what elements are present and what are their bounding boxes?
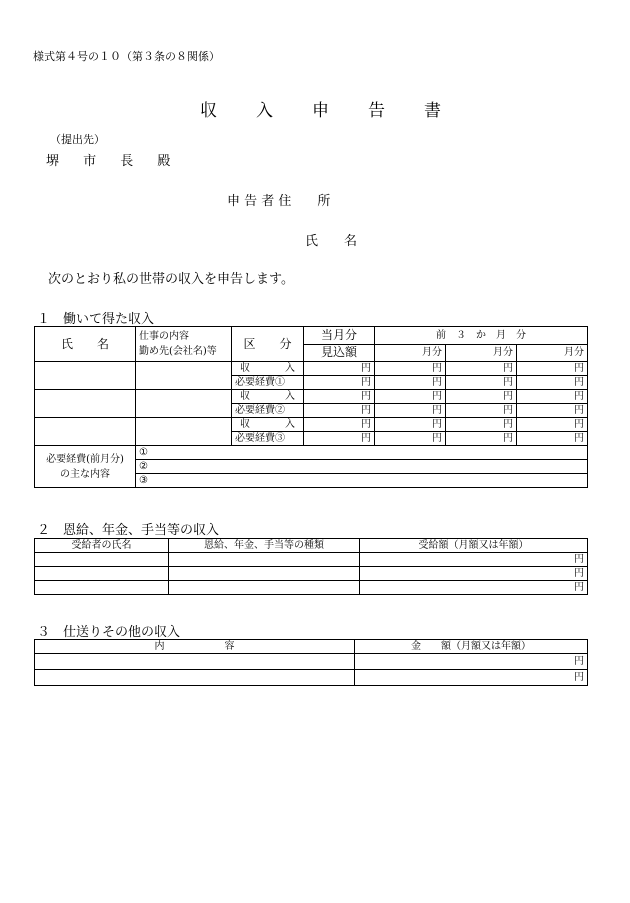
yen-cell[interactable]: 円 xyxy=(304,376,375,390)
name-cell[interactable] xyxy=(35,418,136,446)
header-month-3: 月分 xyxy=(517,344,588,362)
yen-cell[interactable]: 円 xyxy=(446,390,517,404)
row-label: 収 入 xyxy=(232,418,304,432)
header-month-2: 月分 xyxy=(446,344,517,362)
header-pension-amount: 受給額（月額又は年額） xyxy=(360,539,588,553)
recipient-cell[interactable] xyxy=(35,553,169,567)
yen-cell[interactable]: 円 xyxy=(446,362,517,376)
job-cell[interactable] xyxy=(136,418,232,446)
content-cell[interactable] xyxy=(35,654,355,670)
yen-cell[interactable]: 円 xyxy=(304,390,375,404)
destination-label: （提出先） xyxy=(50,133,105,146)
pension-income-table xyxy=(34,538,588,595)
header-prev-months: 前 ３ か 月 分 xyxy=(375,327,588,345)
row-label: 収 入 xyxy=(232,362,304,376)
yen-cell[interactable]: 円 xyxy=(355,654,588,670)
expense-label-line1: 必要経費(前月分) xyxy=(46,453,124,465)
yen-cell[interactable]: 円 xyxy=(517,404,588,418)
yen-cell[interactable]: 円 xyxy=(304,362,375,376)
header-month-1: 月分 xyxy=(375,344,446,362)
declarant-address-label: 申 告 者 住 所 xyxy=(227,194,331,209)
yen-cell[interactable]: 円 xyxy=(517,432,588,446)
earned-income-table xyxy=(34,326,588,488)
declarant-name-label: 氏 名 xyxy=(305,234,358,249)
name-cell[interactable] xyxy=(35,390,136,418)
yen-cell[interactable]: 円 xyxy=(446,432,517,446)
yen-cell[interactable]: 円 xyxy=(375,390,446,404)
yen-cell[interactable]: 円 xyxy=(375,376,446,390)
type-cell[interactable] xyxy=(169,567,360,581)
title-char: 書 xyxy=(424,101,441,121)
destination-name: 堺 市 長 殿 xyxy=(46,154,181,169)
row-label: 収 入 xyxy=(232,390,304,404)
yen-cell[interactable]: 円 xyxy=(375,432,446,446)
header-amount: 金 額（月額又は年額） xyxy=(355,640,588,654)
yen-cell[interactable]: 円 xyxy=(375,362,446,376)
job-cell[interactable] xyxy=(136,362,232,390)
row-label: 必要経費③ xyxy=(232,432,304,446)
row-label: 必要経費① xyxy=(232,376,304,390)
page-title xyxy=(200,96,480,121)
job-cell[interactable] xyxy=(136,390,232,418)
yen-cell[interactable]: 円 xyxy=(517,390,588,404)
yen-cell[interactable]: 円 xyxy=(517,376,588,390)
intro-text: 次のとおり私の世帯の収入を申告します。 xyxy=(48,272,294,287)
type-cell[interactable] xyxy=(169,553,360,567)
yen-cell[interactable]: 円 xyxy=(304,404,375,418)
header-job-line2: 勤め先(会社名)等 xyxy=(139,346,217,357)
content-cell[interactable] xyxy=(35,670,355,686)
yen-cell[interactable]: 円 xyxy=(517,418,588,432)
yen-cell[interactable]: 円 xyxy=(375,404,446,418)
yen-cell[interactable]: 円 xyxy=(360,581,588,595)
expense-item[interactable]: ③ xyxy=(136,474,588,488)
recipient-cell[interactable] xyxy=(35,567,169,581)
header-category: 区 分 xyxy=(232,327,304,362)
header-recipient: 受給者の氏名 xyxy=(35,539,169,553)
section1-title: １ 働いて得た収入 xyxy=(37,312,155,327)
yen-cell[interactable]: 円 xyxy=(304,418,375,432)
yen-cell[interactable]: 円 xyxy=(360,553,588,567)
title-char: 収 xyxy=(200,101,217,121)
yen-cell[interactable]: 円 xyxy=(446,418,517,432)
header-name: 氏 名 xyxy=(35,327,136,362)
header-pension-type: 恩給、年金、手当等の種類 xyxy=(169,539,360,553)
expense-item[interactable]: ① xyxy=(136,446,588,460)
header-current-2: 見込額 xyxy=(304,344,375,362)
row-label: 必要経費② xyxy=(232,404,304,418)
yen-cell[interactable]: 円 xyxy=(446,404,517,418)
other-income-table xyxy=(34,639,588,686)
name-cell[interactable] xyxy=(35,362,136,390)
yen-cell[interactable]: 円 xyxy=(375,418,446,432)
header-content: 内 容 xyxy=(35,640,355,654)
yen-cell[interactable]: 円 xyxy=(304,432,375,446)
title-char: 入 xyxy=(256,101,273,121)
recipient-cell[interactable] xyxy=(35,581,169,595)
form-number: 様式第４号の１０（第３条の８関係） xyxy=(33,50,220,63)
expense-label xyxy=(35,446,136,488)
yen-cell[interactable]: 円 xyxy=(360,567,588,581)
header-current-1: 当月分 xyxy=(304,327,375,345)
expense-label-line2: の主な内容 xyxy=(60,468,110,480)
yen-cell[interactable]: 円 xyxy=(446,376,517,390)
type-cell[interactable] xyxy=(169,581,360,595)
title-char: 申 xyxy=(312,101,329,121)
header-job xyxy=(136,327,232,362)
section2-title: ２ 恩給、年金、手当等の収入 xyxy=(37,523,220,538)
expense-item[interactable]: ② xyxy=(136,460,588,474)
header-job-line1: 仕事の内容 xyxy=(139,331,189,342)
yen-cell[interactable]: 円 xyxy=(517,362,588,376)
yen-cell[interactable]: 円 xyxy=(355,670,588,686)
section3-title: ３ 仕送りその他の収入 xyxy=(37,625,181,640)
title-char: 告 xyxy=(368,101,385,121)
